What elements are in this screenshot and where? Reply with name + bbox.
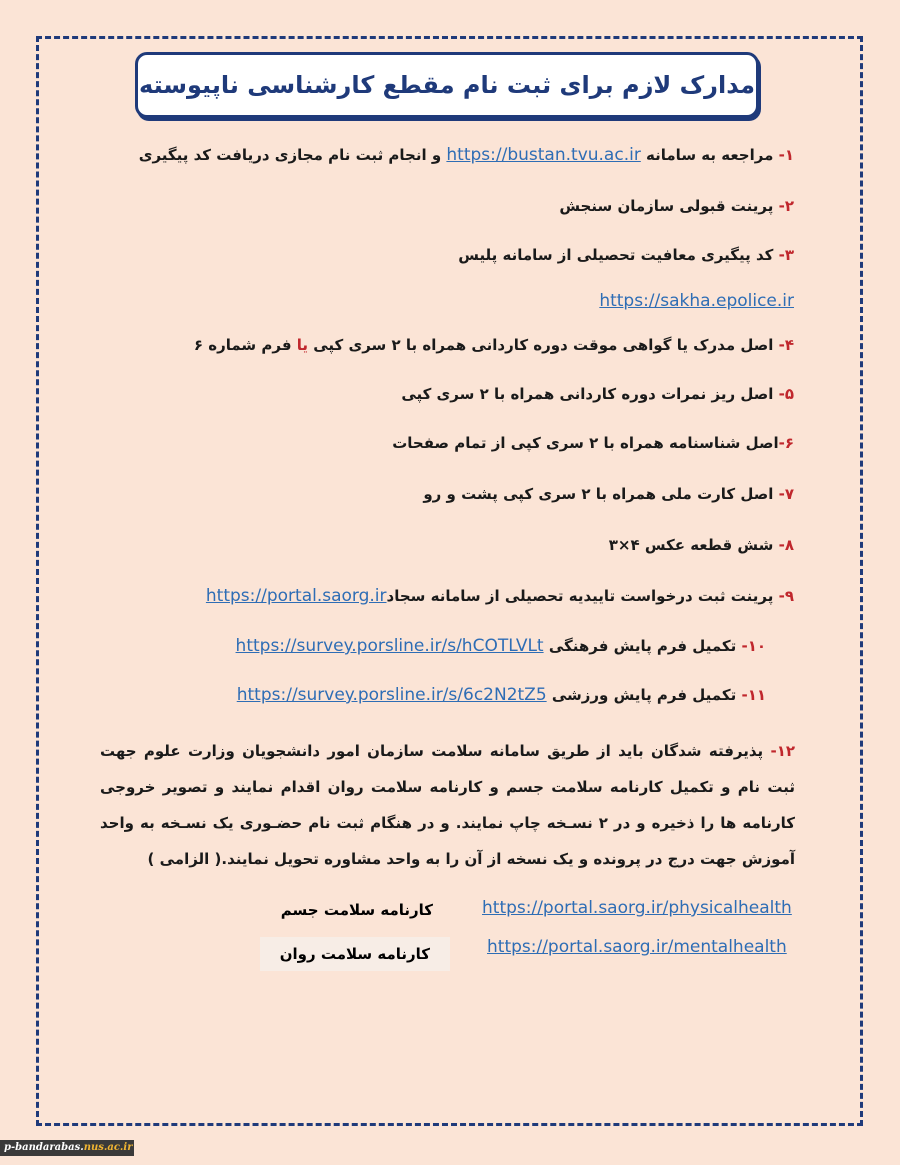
- item-number: ۳-: [778, 246, 794, 264]
- physical-row: [482, 898, 792, 918]
- item-text: فرم شماره ۶: [193, 336, 297, 354]
- item-highlight: یا: [296, 336, 309, 354]
- item-1: [139, 145, 794, 165]
- item-2: [559, 197, 794, 215]
- item-number: ۱۰-: [741, 637, 766, 655]
- cultural-survey-link[interactable]: https://survey.porsline.ir/s/hCOTLVLt: [235, 636, 544, 656]
- item-number: ۸-: [778, 536, 794, 554]
- item-text: تکمیل فرم پایش فرهنگی: [543, 637, 742, 655]
- footer-domain: nus.ac.ir: [83, 1142, 133, 1153]
- item-text: کد پیگیری معافیت تحصیلی از سامانه پلیس: [458, 246, 779, 264]
- mental-row: [487, 937, 787, 957]
- bustan-link[interactable]: https://bustan.tvu.ac.ir: [446, 145, 641, 165]
- sports-survey-link[interactable]: https://survey.porsline.ir/s/6c2N2tZ5: [236, 685, 547, 705]
- item-number: ۱-: [778, 146, 794, 164]
- item-text: اصل مدرک یا گواهی موقت دوره کاردانی همراه با ۲ سری کپی: [308, 336, 779, 354]
- item-5: [401, 385, 794, 403]
- item-12: [100, 733, 795, 877]
- item-text: و انجام ثبت نام مجازی دریافت کد پیگیری: [138, 146, 447, 164]
- item-4: [194, 336, 794, 354]
- item-10: [236, 636, 766, 656]
- sajad-link[interactable]: https://portal.saorg.ir: [205, 586, 387, 606]
- item-text: پرینت قبولی سازمان سنجش: [559, 197, 779, 215]
- item-11: [237, 685, 766, 705]
- item-7: [423, 485, 794, 503]
- item-12-text: پذیرفته شدگان باید از طریق سامانه سلامت سازمان امور دانشجویان وزارت علوم جهت ثبت نام و تکمیل کارنامه سلامت جسم و کارنامه سلامت روان اقدام نمایند و تصویر خروجی کارنامه ها را ذخیره و در ۲ نسـخه چاپ نمایند. و در هنگام ثبت نام حضـوری یک نسـخه به واحد آموزش جهت درج در پرونده و یک نسخه از آن را به واحد مشاوره تحویل نمایند.( الزامی ): [100, 742, 795, 868]
- item-number: ۲-: [778, 197, 794, 215]
- item-text: پرینت ثبت درخواست تاییدیه تحصیلی از سامانه سجاد: [386, 587, 779, 605]
- item-text: اصل ریز نمرات دوره کاردانی همراه با ۲ سری کپی: [401, 385, 779, 403]
- item-8: [609, 536, 794, 554]
- item-number: ۶-: [778, 434, 794, 452]
- item-number: ۴-: [778, 336, 794, 354]
- physical-health-link[interactable]: https://portal.saorg.ir/physicalhealth: [482, 898, 792, 918]
- mental-health-label: کارنامه سلامت روان: [260, 937, 450, 971]
- item-text: اصل شناسنامه همراه با ۲ سری کپی از تمام صفحات: [392, 434, 779, 452]
- item-text: شش قطعه عکس ۴×۳: [608, 536, 779, 554]
- site-footer-badge[interactable]: [0, 1140, 134, 1156]
- physical-health-label: کارنامه سلامت جسم: [280, 901, 433, 919]
- item-number: ۹-: [778, 587, 794, 605]
- title-box: [135, 52, 759, 118]
- item-number: ۵-: [778, 385, 794, 403]
- item-number: ۱۲-: [770, 742, 795, 760]
- page-title: مدارک لازم برای ثبت نام مقطع کارشناسی ناپیوسته: [139, 71, 755, 99]
- sakha-link[interactable]: https://sakha.epolice.ir: [599, 291, 794, 311]
- item-6: [392, 434, 794, 452]
- item-text: تکمیل فرم پایش ورزشی: [546, 686, 742, 704]
- item-number: ۱۱-: [741, 686, 766, 704]
- item-9: [206, 586, 794, 606]
- item-number: ۷-: [778, 485, 794, 503]
- item-3: [458, 246, 794, 264]
- sakha-row: [599, 291, 794, 311]
- item-text: اصل کارت ملی همراه با ۲ سری کپی پشت و رو: [423, 485, 779, 503]
- mental-health-link[interactable]: https://portal.saorg.ir/mentalhealth: [487, 937, 787, 957]
- footer-text: p-bandarabas.: [4, 1142, 84, 1153]
- item-text: مراجعه به سامانه: [640, 146, 779, 164]
